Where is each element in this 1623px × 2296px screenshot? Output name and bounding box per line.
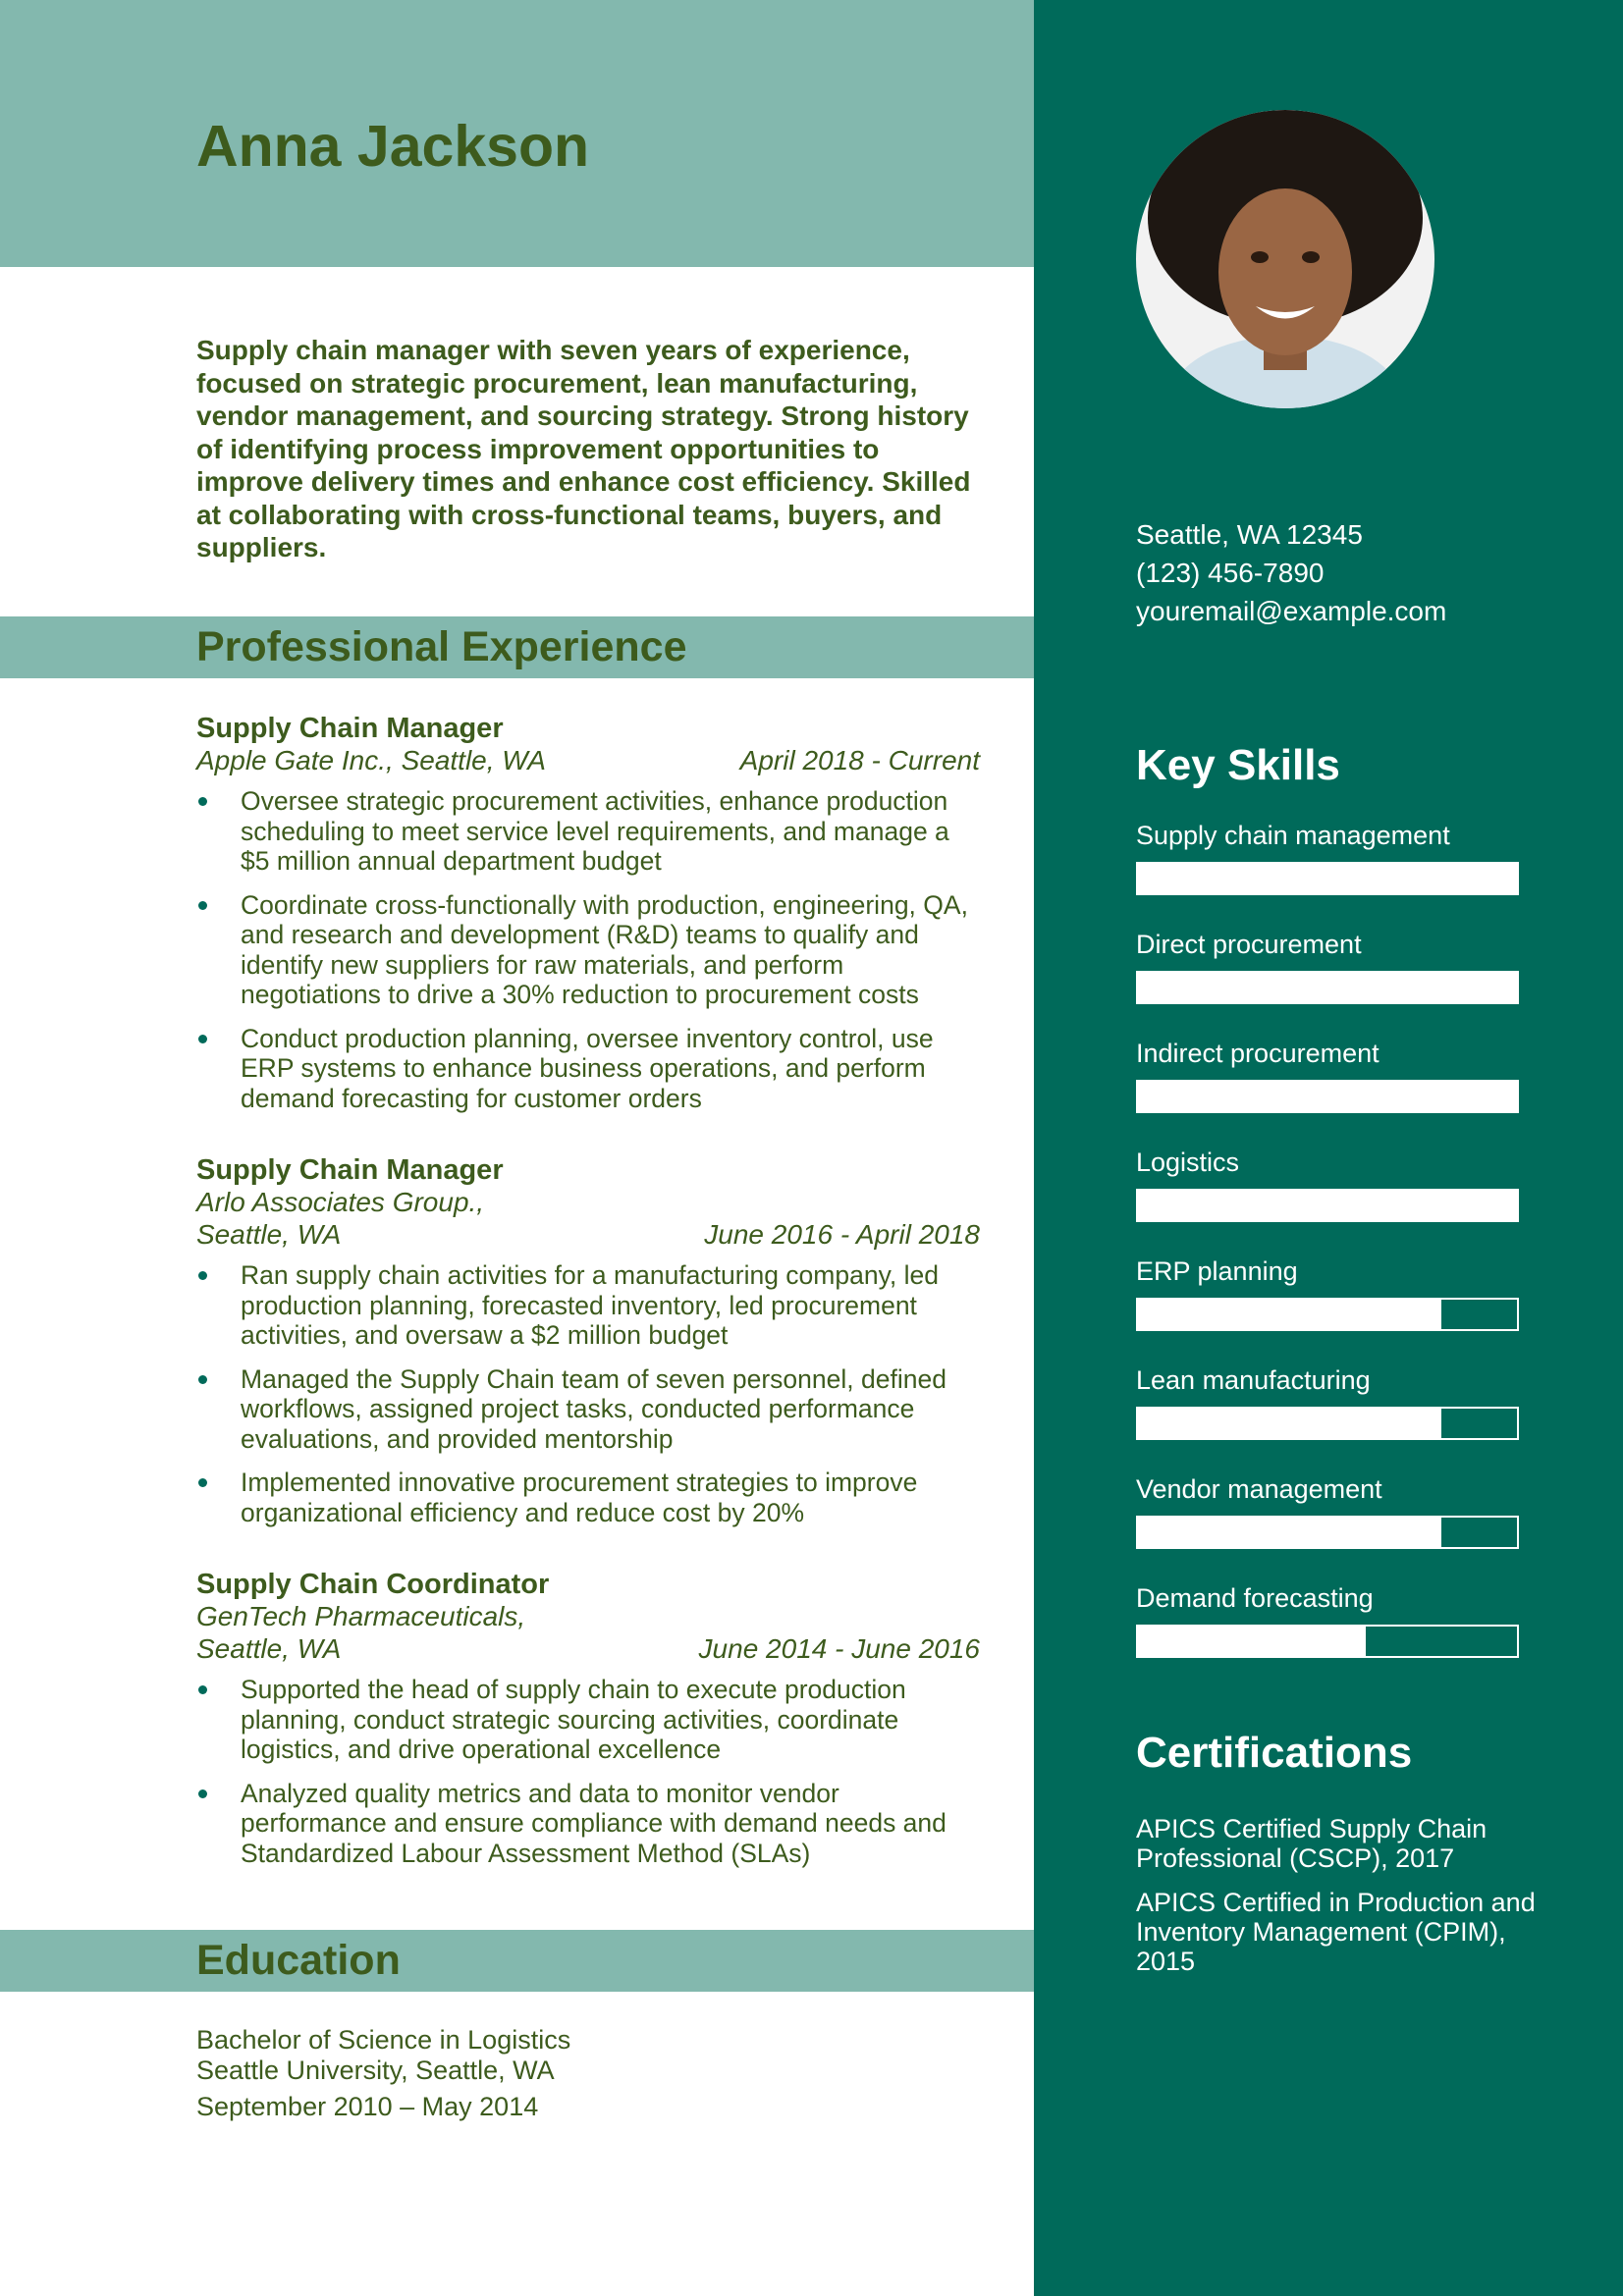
skills-heading: Key Skills <box>1136 741 1340 789</box>
contact-info <box>1136 515 1446 630</box>
job-dates: June 2016 - April 2018 <box>704 1219 980 1250</box>
job-dates: April 2018 - Current <box>739 745 980 775</box>
summary-text: Supply chain manager with seven years of experience, focused on strategic procurement, lean manufacturing, vendor management, and sourcing strategy. Strong history of identifying process improvement opportunities to improve delivery times and enhance cost efficiency. Skilled at collaborating with cross-functional teams, buyers, and suppliers. <box>196 335 971 562</box>
job-company-row <box>196 1218 980 1251</box>
certification-item: APICS Certified in Production and Inventory Management (CPIM), 2015 <box>1136 1888 1536 1976</box>
education-heading: Education <box>196 1937 401 1984</box>
avatar-icon <box>1136 110 1434 408</box>
skill-bar <box>1136 1189 1519 1222</box>
skill-item <box>1136 1255 1519 1331</box>
bullet-item: Coordinate cross-functionally with production, engineering, QA, and research and development (R&D) teams to qualify and identify new suppliers for raw materials, and perform negotiations to drive a 30% reduction to procurement costs <box>196 890 980 1010</box>
skill-item <box>1136 1037 1519 1113</box>
skill-item <box>1136 1363 1519 1440</box>
bullet-item: Ran supply chain activities for a manufacturing company, led production planning, forecasted inventory, led procurement activities, and oversaw a $2 million budget <box>196 1260 980 1351</box>
certification-item: APICS Certified Supply Chain Professional (CSCP), 2017 <box>1136 1814 1488 1873</box>
bullet-icon <box>198 797 207 806</box>
education-degree: Bachelor of Science in Logistics <box>196 2025 571 2055</box>
skill-label: Indirect procurement <box>1136 1039 1380 1068</box>
profile-photo <box>1136 110 1434 408</box>
skill-bar-fill <box>1138 1300 1441 1329</box>
job-entry <box>196 1154 980 1541</box>
skill-label: Demand forecasting <box>1136 1583 1374 1613</box>
bullet-icon <box>198 1375 207 1384</box>
bullet-item: Managed the Supply Chain team of seven personnel, defined workflows, assigned project tasks, conducted performance evaluations, and provided mentorship <box>196 1364 980 1455</box>
bullet-icon <box>198 1685 207 1694</box>
job-entry <box>196 713 980 1127</box>
job-title: Supply Chain Coordinator <box>196 1569 550 1600</box>
skill-bar-fill <box>1138 864 1517 893</box>
bullet-item: Conduct production planning, oversee inventory control, use ERP systems to enhance business operations, and perform demand forecasting for customer orders <box>196 1024 980 1114</box>
skill-item <box>1136 1472 1519 1549</box>
candidate-name: Anna Jackson <box>196 114 590 179</box>
skill-bar <box>1136 971 1519 1004</box>
bullet-icon <box>198 1271 207 1280</box>
skill-label: Logistics <box>1136 1148 1240 1177</box>
education-entry <box>196 2025 570 2122</box>
skill-item <box>1136 928 1519 1004</box>
skill-item <box>1136 819 1519 895</box>
skill-bar-fill <box>1138 1409 1441 1438</box>
skill-bar-fill <box>1138 973 1517 1002</box>
bullet-icon <box>198 901 207 910</box>
skill-bar <box>1136 1080 1519 1113</box>
job-title: Supply Chain Manager <box>196 713 504 744</box>
bullet-item: Oversee strategic procurement activities, enhance production scheduling to meet service level requirements, and manage a $5 million annual department budget <box>196 786 980 877</box>
skill-bar-fill <box>1138 1082 1517 1111</box>
job-title: Supply Chain Manager <box>196 1154 504 1186</box>
skill-label: Direct procurement <box>1136 930 1362 959</box>
bullet-icon <box>198 1478 207 1487</box>
bullet-item: Implemented innovative procurement strategies to improve organizational efficiency and reduce cost by 20% <box>196 1468 980 1527</box>
skill-bar <box>1136 862 1519 895</box>
job-company: Arlo Associates Group., <box>196 1187 485 1217</box>
experience-heading: Professional Experience <box>196 623 687 670</box>
bullet-item: Supported the head of supply chain to execute production planning, conduct strategic sourcing activities, coordinate logistics, and drive operational excellence <box>196 1675 980 1765</box>
skill-label: Lean manufacturing <box>1136 1365 1371 1395</box>
job-bullets <box>196 786 980 1113</box>
job-company-row <box>196 744 980 776</box>
job-bullets <box>196 1260 980 1527</box>
contact-email: youremail@example.com <box>1136 596 1447 626</box>
job-company: Apple Gate Inc., Seattle, WA <box>196 745 546 775</box>
contact-phone: (123) 456-7890 <box>1136 558 1325 588</box>
bullet-item: Analyzed quality metrics and data to monitor vendor performance and ensure compliance with demand needs and Standardized Labour Assessment Method (SLAs) <box>196 1779 980 1869</box>
contact-location: Seattle, WA 12345 <box>1136 519 1363 550</box>
skill-bar-fill <box>1138 1518 1441 1547</box>
skill-label: ERP planning <box>1136 1256 1298 1286</box>
education-school: Seattle University, Seattle, WA <box>196 2056 555 2085</box>
bullet-icon <box>198 1035 207 1043</box>
education-dates: September 2010 – May 2014 <box>196 2092 539 2121</box>
job-bullets <box>196 1675 980 1868</box>
bullet-icon <box>198 1789 207 1798</box>
skill-item <box>1136 1581 1519 1658</box>
job-location: Seattle, WA <box>196 1633 342 1664</box>
skill-bar <box>1136 1516 1519 1549</box>
job-company: GenTech Pharmaceuticals, <box>196 1601 526 1631</box>
skill-bar <box>1136 1298 1519 1331</box>
skill-label: Vendor management <box>1136 1474 1382 1504</box>
skill-bar-fill <box>1138 1627 1366 1656</box>
job-company-row <box>196 1632 980 1665</box>
job-entry <box>196 1569 980 1882</box>
education-band <box>0 1930 1034 1992</box>
job-location: Seattle, WA <box>196 1219 342 1250</box>
skill-item <box>1136 1146 1519 1222</box>
sidebar <box>1034 0 1623 2296</box>
skill-bar <box>1136 1407 1519 1440</box>
certifications-heading: Certifications <box>1136 1729 1413 1777</box>
skill-bar-fill <box>1138 1191 1517 1220</box>
job-dates: June 2014 - June 2016 <box>698 1633 980 1664</box>
skill-label: Supply chain management <box>1136 821 1450 850</box>
skill-bar <box>1136 1625 1519 1658</box>
